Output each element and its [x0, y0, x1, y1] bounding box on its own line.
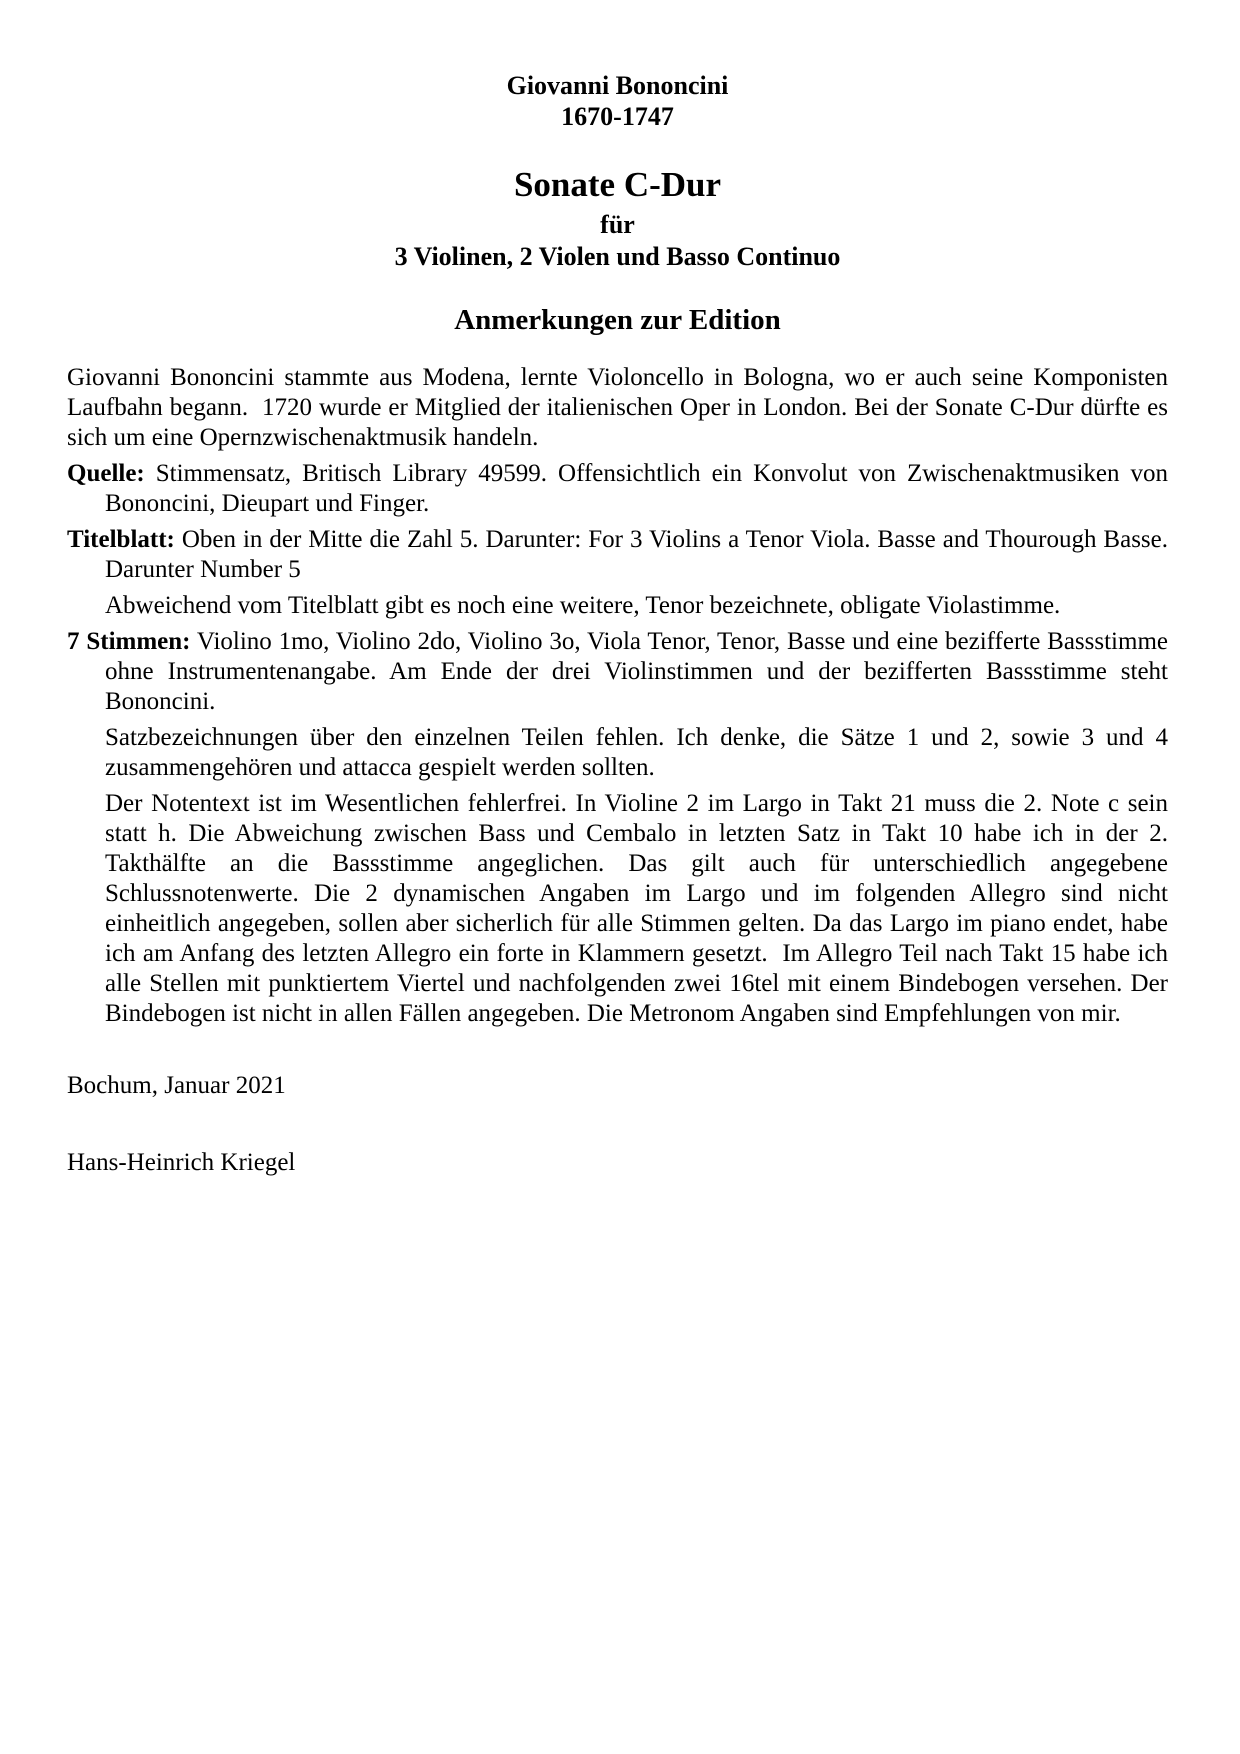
instrumentation: 3 Violinen, 2 Violen und Basso Continuo	[394, 242, 841, 271]
edition-notes-body	[67, 363, 1168, 1029]
paragraph-text: Violino 1mo, Violino 2do, Violino 3o, Viola Tenor, Tenor, Basse und eine bezifferte Bassstimme ohne Instrumentenangabe. Am Ende der drei Violinstimmen und der bezifferten Bassstimme steht Bononcini.	[105, 628, 1168, 715]
signature-place-date: Bochum, Januar 2021	[67, 1072, 286, 1099]
paragraph-text: Der Notentext ist im Wesentlichen fehlerfrei. In Violine 2 im Largo in Takt 21 muss die 2. Note c sein statt h. Die Abweichung zwischen Bass und Cembalo in letzten Satz in Takt 10 habe ich in der 2. Takthälfte an die Bassstimme angeglichen. Das gilt auch für unterschiedlich angegebene Schlussnotenwerte. Die 2 dynamischen Angaben im Largo und im folgenden Allegro sind nicht einheitlich angegeben, sollen aber sicherlich für alle Stimmen gelten. Da das Largo im piano endet, habe ich am Anfang des letzten Allegro ein forte in Klammern gesetzt. Im Allegro Teil nach Takt 15 habe ich alle Stellen mit punktiertem Viertel und nachfolgenden zwei 16tel mit einem Bindebogen versehen. Der Bindebogen ist nicht in allen Fällen angegeben. Die Metronom Angaben sind Empfehlungen von mir.	[105, 790, 1168, 1027]
paragraph-notentext	[105, 789, 1168, 1029]
paragraph-text: Abweichend vom Titelblatt gibt es noch eine weitere, Tenor bezeichnete, obligate Violastimme.	[105, 592, 1061, 619]
paragraph-satzbezeichnungen	[105, 723, 1168, 783]
work-title: Sonate C-Dur	[513, 165, 722, 204]
paragraph-quelle	[67, 459, 1168, 519]
paragraph-abweichend	[105, 591, 1168, 621]
paragraph-text: Stimmensatz, Britisch Library 49599. Offensichtlich ein Konvolut von Zwischenaktmusiken von Bononcini, Dieupart und Finger.	[105, 460, 1168, 517]
signature-name: Hans-Heinrich Kriegel	[67, 1149, 296, 1176]
paragraph-label: 7 Stimmen:	[67, 628, 191, 655]
paragraph-titelblatt	[67, 525, 1168, 585]
paragraph-text: Oben in der Mitte die Zahl 5. Darunter: For 3 Violins a Tenor Viola. Basse and Thourough Basse. Darunter Number 5	[105, 526, 1168, 583]
for-label: für	[600, 210, 635, 239]
paragraph-text: Giovanni Bononcini stammte aus Modena, lernte Violoncello in Bologna, wo er auch seine Komponisten Laufbahn begann. 1720 wurde er Mitglied der italienischen Oper in London. Bei der Sonate C-Dur dürfte es sich um eine Opernzwischenaktmusik handeln.	[67, 364, 1168, 451]
composer-name: Giovanni Bononcini	[506, 71, 729, 100]
paragraph-label: Quelle:	[67, 460, 145, 487]
paragraph-intro	[67, 363, 1168, 453]
paragraph-label: Titelblatt:	[67, 526, 175, 553]
paragraph-stimmen	[67, 627, 1168, 717]
section-heading: Anmerkungen zur Edition	[454, 304, 781, 336]
composer-dates: 1670-1747	[561, 102, 674, 131]
paragraph-text: Satzbezeichnungen über den einzelnen Teilen fehlen. Ich denke, die Sätze 1 und 2, sowie 3 und 4 zusammengehören und attacca gespielt werden sollten.	[105, 724, 1168, 781]
